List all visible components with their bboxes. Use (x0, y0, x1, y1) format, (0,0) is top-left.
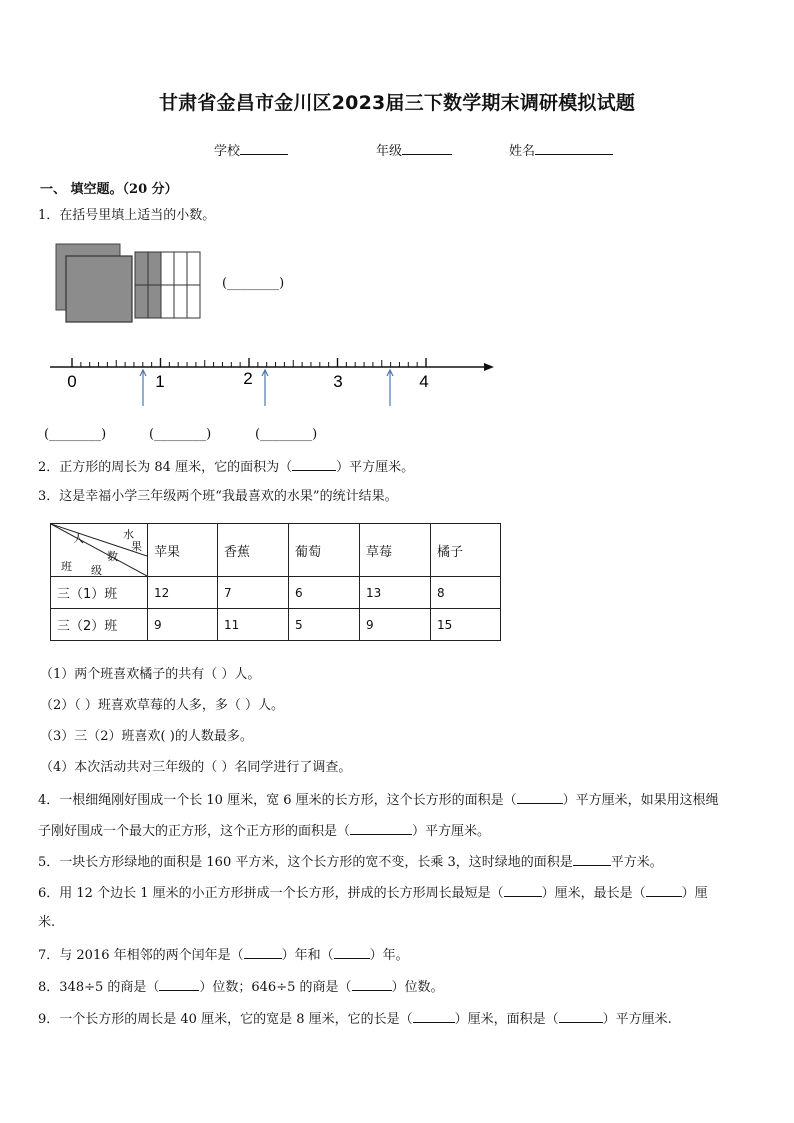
q4-line2-pre: 子刚好围成一个最大的正方形，这个正方形的面积是（ (38, 824, 351, 839)
section-heading: 一、 填空题。（20 分） (40, 182, 178, 197)
q8-answer-blank-1[interactable] (159, 978, 199, 991)
diag-label-shui: 水 (123, 528, 134, 541)
q9-text-pre: 9．一个长方形的周长是 40 厘米，它的宽是 8 厘米，它的长是（ (38, 1012, 413, 1027)
school-label: 学校 (214, 144, 241, 159)
q8-text-post: ）位数。 (391, 980, 444, 995)
question-7 (38, 946, 409, 964)
q5-text-post: 平方米。 (610, 855, 663, 870)
question-8 (38, 978, 444, 996)
q7-text-pre: 7．与 2016 年相邻的两个闰年是（ (38, 948, 244, 963)
question-6-line-1 (38, 884, 708, 902)
q4-text-pre: 4．一根细绳刚好围成一个长 10 厘米，宽 6 厘米的长方形，这个长方形的面积是（ (38, 793, 517, 808)
tick-label-3: 3 (333, 372, 343, 391)
grade-field (376, 140, 452, 159)
q2-text-pre: 2．正方形的周长为 84 厘米，它的面积为（ (38, 460, 293, 475)
table-cell: 11 (218, 609, 289, 641)
question-1: 1．在括号里填上适当的小数。 (38, 208, 216, 223)
q7-answer-blank-1[interactable] (244, 946, 282, 959)
q9-answer-blank-2[interactable] (559, 1010, 603, 1023)
q1-answer-blank-2[interactable]: (________) (149, 427, 212, 442)
q8-text-pre: 8．348÷5 的商是（ (38, 980, 160, 995)
table-cell: 9 (360, 609, 431, 641)
name-blank[interactable] (535, 142, 613, 155)
grade-blank[interactable] (402, 142, 452, 155)
q2-answer-blank[interactable] (292, 458, 336, 471)
diag-label-shu: 数 (107, 550, 118, 563)
school-blank[interactable] (240, 142, 288, 155)
fraction-squares-figure (50, 242, 210, 328)
q1-answer-blank-1[interactable]: (________) (44, 427, 107, 442)
question-3: 3．这是幸福小学三年级两个班“我最喜欢的水果”的统计结果。 (38, 489, 398, 504)
question-4-line-2 (38, 822, 490, 840)
grade-label: 年级 (376, 144, 403, 159)
question-4-line-1 (38, 791, 719, 809)
school-field (214, 140, 288, 159)
q3-sub-1: （1）两个班喜欢橘子的共有（ ）人。 (40, 667, 261, 682)
q1-answer-blank-3[interactable]: (________) (255, 427, 318, 442)
q3-sub-3: （3）三（2）班喜欢( )的人数最多。 (40, 729, 253, 744)
number-line-arrows (140, 370, 393, 406)
header-apple: 苹果 (148, 524, 218, 577)
number-line (46, 352, 498, 408)
name-label: 姓名 (509, 144, 536, 159)
tick-label-1: 1 (155, 372, 165, 391)
table-cell: 9 (148, 609, 218, 641)
number-line-arrowhead (484, 363, 494, 371)
diagonal-header-cell (51, 524, 148, 577)
header-grape: 葡萄 (289, 524, 360, 577)
question-2 (38, 458, 414, 476)
q4-line2-post: ）平方厘米。 (412, 824, 491, 839)
partial-grid (135, 252, 200, 318)
question-6-line-2: 米. (38, 915, 56, 930)
q4-answer-blank-2[interactable] (350, 822, 412, 835)
q3-sub-2: （2）（ ）班喜欢草莓的人多，多（ ）人。 (40, 698, 285, 713)
diag-label-ban: 班 (61, 560, 72, 573)
q8-text-mid: ）位数；646÷5 的商是（ (199, 980, 352, 995)
table-cell: 13 (360, 577, 431, 609)
tick-label-4: 4 (419, 372, 429, 391)
q9-answer-blank-1[interactable] (413, 1010, 455, 1023)
page-title: 甘肃省金昌市金川区2023届三下数学期末调研模拟试题 (158, 92, 636, 114)
table-row (51, 609, 501, 641)
diag-label-ren: 人 (73, 532, 84, 545)
q6-answer-blank-2[interactable] (646, 884, 682, 897)
q6-text-mid: ）厘米，最长是（ (541, 886, 646, 901)
q6-answer-blank-1[interactable] (504, 884, 542, 897)
q2-text-post: ）平方厘米。 (336, 460, 415, 475)
header-strawberry: 草莓 (360, 524, 431, 577)
table-header-row (51, 524, 501, 577)
table-cell: 5 (289, 609, 360, 641)
q4-answer-blank-1[interactable] (517, 791, 563, 804)
q5-answer-blank[interactable] (573, 853, 611, 866)
q3-sub-4: （4）本次活动共对三年级的（ ）名同学进行了调查。 (40, 760, 352, 775)
q7-text-mid: ）年和（ (281, 948, 334, 963)
q6-text-pre: 6．用 12 个边长 1 厘米的小正方形拼成一个长方形，拼成的长方形周长最短是（ (38, 886, 504, 901)
row-label-class-1: 三（1）班 (51, 577, 148, 609)
table-cell: 8 (431, 577, 501, 609)
table-cell: 15 (431, 609, 501, 641)
table-row (51, 577, 501, 609)
row-label-class-2: 三（2）班 (51, 609, 148, 641)
name-field (509, 140, 613, 159)
table-cell: 6 (289, 577, 360, 609)
q7-answer-blank-2[interactable] (334, 946, 370, 959)
q1-figure-blank[interactable]: (________) (222, 276, 285, 291)
tick-label-2: 2 (243, 369, 253, 388)
q4-text-post: ）平方厘米，如果用这根绳 (562, 793, 719, 808)
diag-label-ji: 级 (91, 564, 102, 577)
q9-text-mid: ）厘米，面积是（ (454, 1012, 559, 1027)
header-banana: 香蕉 (218, 524, 289, 577)
question-9 (38, 1010, 672, 1028)
header-orange: 橘子 (431, 524, 501, 577)
q5-text-pre: 5．一块长方形绿地的面积是 160 平方米，这个长方形的宽不变，长乘 3，这时绿地的面积是 (38, 855, 573, 870)
number-line-ticks (72, 358, 426, 367)
diag-label-guo: 果 (131, 540, 142, 553)
q9-text-post: ）平方厘米. (602, 1012, 672, 1027)
table-cell: 7 (218, 577, 289, 609)
table-cell: 12 (148, 577, 218, 609)
q7-text-post: ）年。 (369, 948, 409, 963)
tick-label-0: 0 (67, 372, 77, 391)
fruit-survey-table (50, 523, 501, 641)
q8-answer-blank-2[interactable] (352, 978, 392, 991)
question-5 (38, 853, 663, 871)
unit-square-front (66, 256, 132, 322)
q6-text-post: ）厘 (681, 886, 708, 901)
